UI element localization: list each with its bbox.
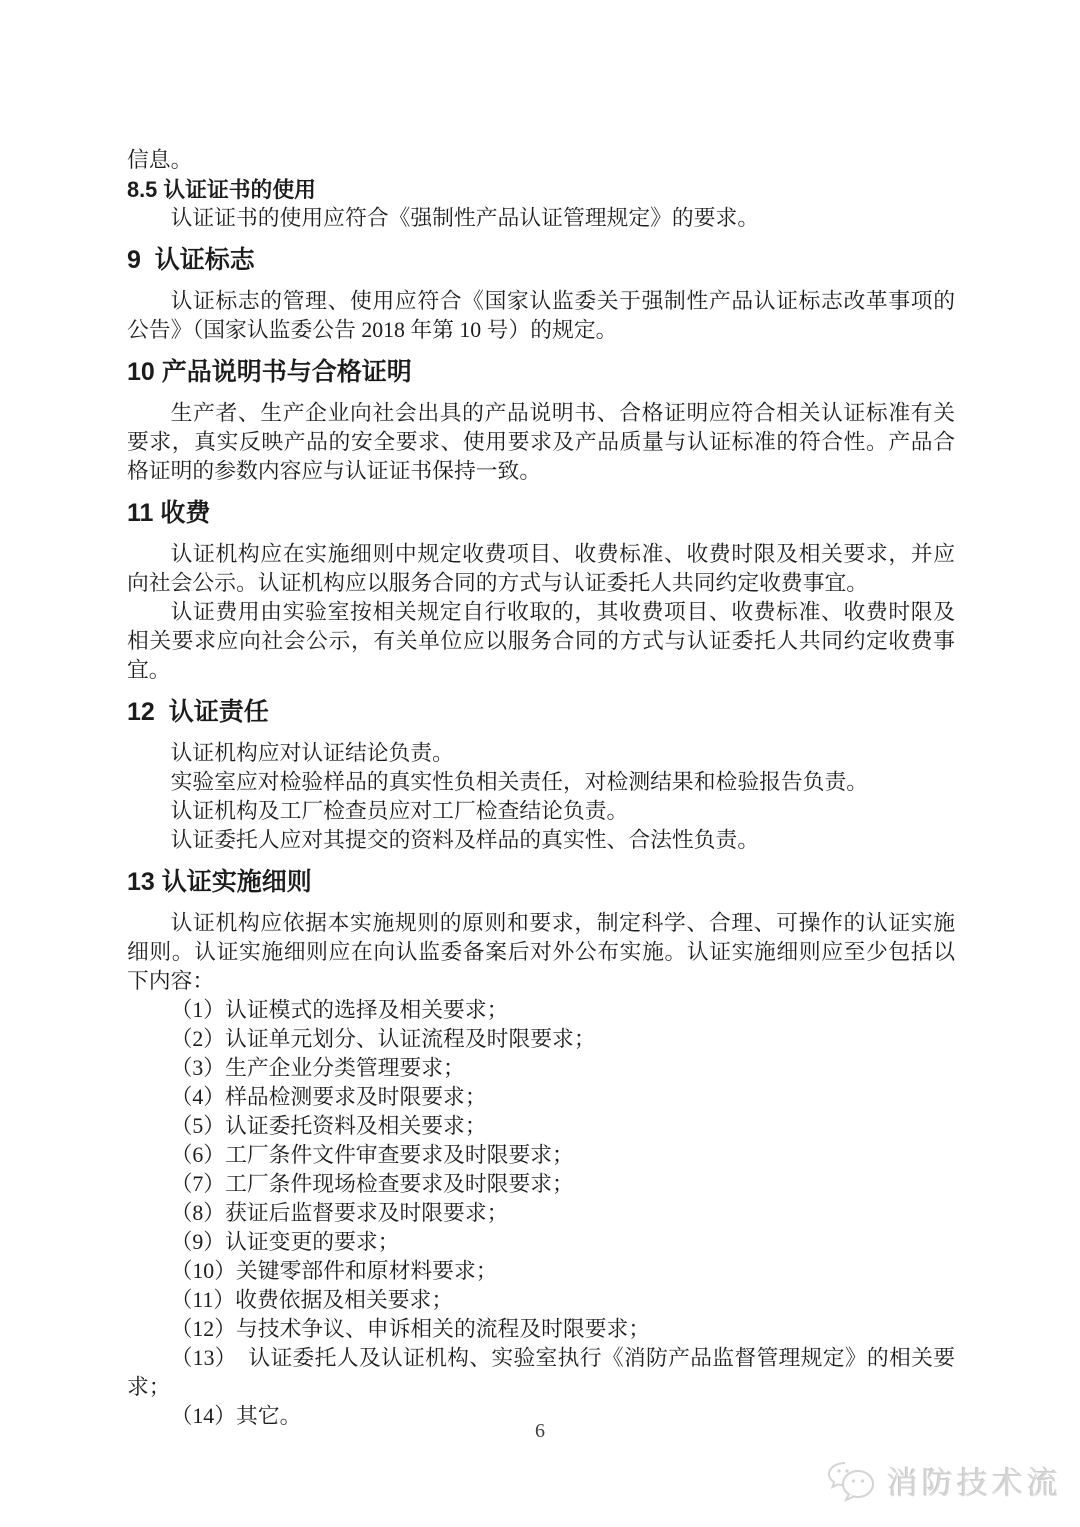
section-heading-9: 9 认证标志 [127,246,255,274]
list-item-11: （11）收费依据及相关要求； [170,1288,454,1312]
list-item-9: （9）认证变更的要求； [170,1230,400,1254]
paragraph: 认证机构应对认证结论负责。 [170,741,454,765]
list-item-14: （14）其它。 [170,1404,302,1428]
paragraph: 生产者、生产企业向社会出具的产品说明书、合格证明应符合相关认证标准有关要求，真实反映产品的安全要求、使用要求及产品质量与认证标准的符合性。产品合格证明的参数内容应与认证证书保持一致。 [127,401,955,483]
list-item-12: （12）与技术争议、申诉相关的流程及时限要求； [170,1317,651,1341]
section-heading-10: 10 产品说明书与合格证明 [127,358,412,386]
section-heading-8-5: 8.5 认证证书的使用 [127,177,316,202]
paragraph: 认证费用由实验室按相关规定自行收取的，其收费项目、收费标准、收费时限及相关要求应向社会公示，有关单位应以服务合同的方式与认证委托人共同约定收费事宜。 [127,600,955,682]
paragraph: 认证机构及工厂检查员应对工厂检查结论负责。 [170,799,629,823]
list-item-2: （2）认证单元划分、认证流程及时限要求； [170,1027,596,1051]
watermark [825,1458,1062,1503]
paragraph: 认证委托人应对其提交的资料及样品的真实性、合法性负责。 [170,828,760,852]
list-item-3: （3）生产企业分类管理要求； [170,1056,465,1080]
paragraph: 认证机构应在实施细则中规定收费项目、收费标准、收费时限及相关要求，并应向社会公示。认证机构应以服务合同的方式与认证委托人共同约定收费事宜。 [127,542,955,595]
paragraph: 认证标志的管理、使用应符合《国家认监委关于强制性产品认证标志改革事项的公告》（国家认监委公告 2018 年第 10 号）的规定。 [127,289,955,342]
paragraph: 实验室应对检验样品的真实性负相关责任，对检测结果和检验报告负责。 [170,770,869,794]
paragraph: 认证机构应依据本实施规则的原则和要求，制定科学、合理、可操作的认证实施细则。认证实施细则应在向认监委备案后对外公布实施。认证实施细则应至少包括以下内容： [127,911,955,993]
page-number: 6 [535,1420,545,1442]
list-item-8: （8）获证后监督要求及时限要求； [170,1201,509,1225]
watermark-label: 消防技术流 [887,1466,1062,1501]
paragraph-continuation: 信息。 [127,148,193,172]
list-item-1: （1）认证模式的选择及相关要求； [170,998,509,1022]
list-item-4: （4）样品检测要求及时限要求； [170,1085,487,1109]
section-heading-12: 12 认证责任 [127,698,269,726]
list-item-6: （6）工厂条件文件审查要求及时限要求； [170,1143,574,1167]
list-item-10: （10）关键零部件和原材料要求； [170,1259,498,1283]
paragraph: 认证证书的使用应符合《强制性产品认证管理规定》的要求。 [170,206,760,230]
section-heading-11: 11 收费 [127,499,211,527]
list-item-7: （7）工厂条件现场检查要求及时限要求； [170,1172,574,1196]
list-item-5: （5）认证委托资料及相关要求； [170,1114,487,1138]
list-item-13: （13） 认证委托人及认证机构、实验室执行《消防产品监督管理规定》的相关要求； [127,1346,955,1399]
wechat-icon [825,1459,877,1503]
section-heading-13: 13 认证实施细则 [127,868,312,896]
